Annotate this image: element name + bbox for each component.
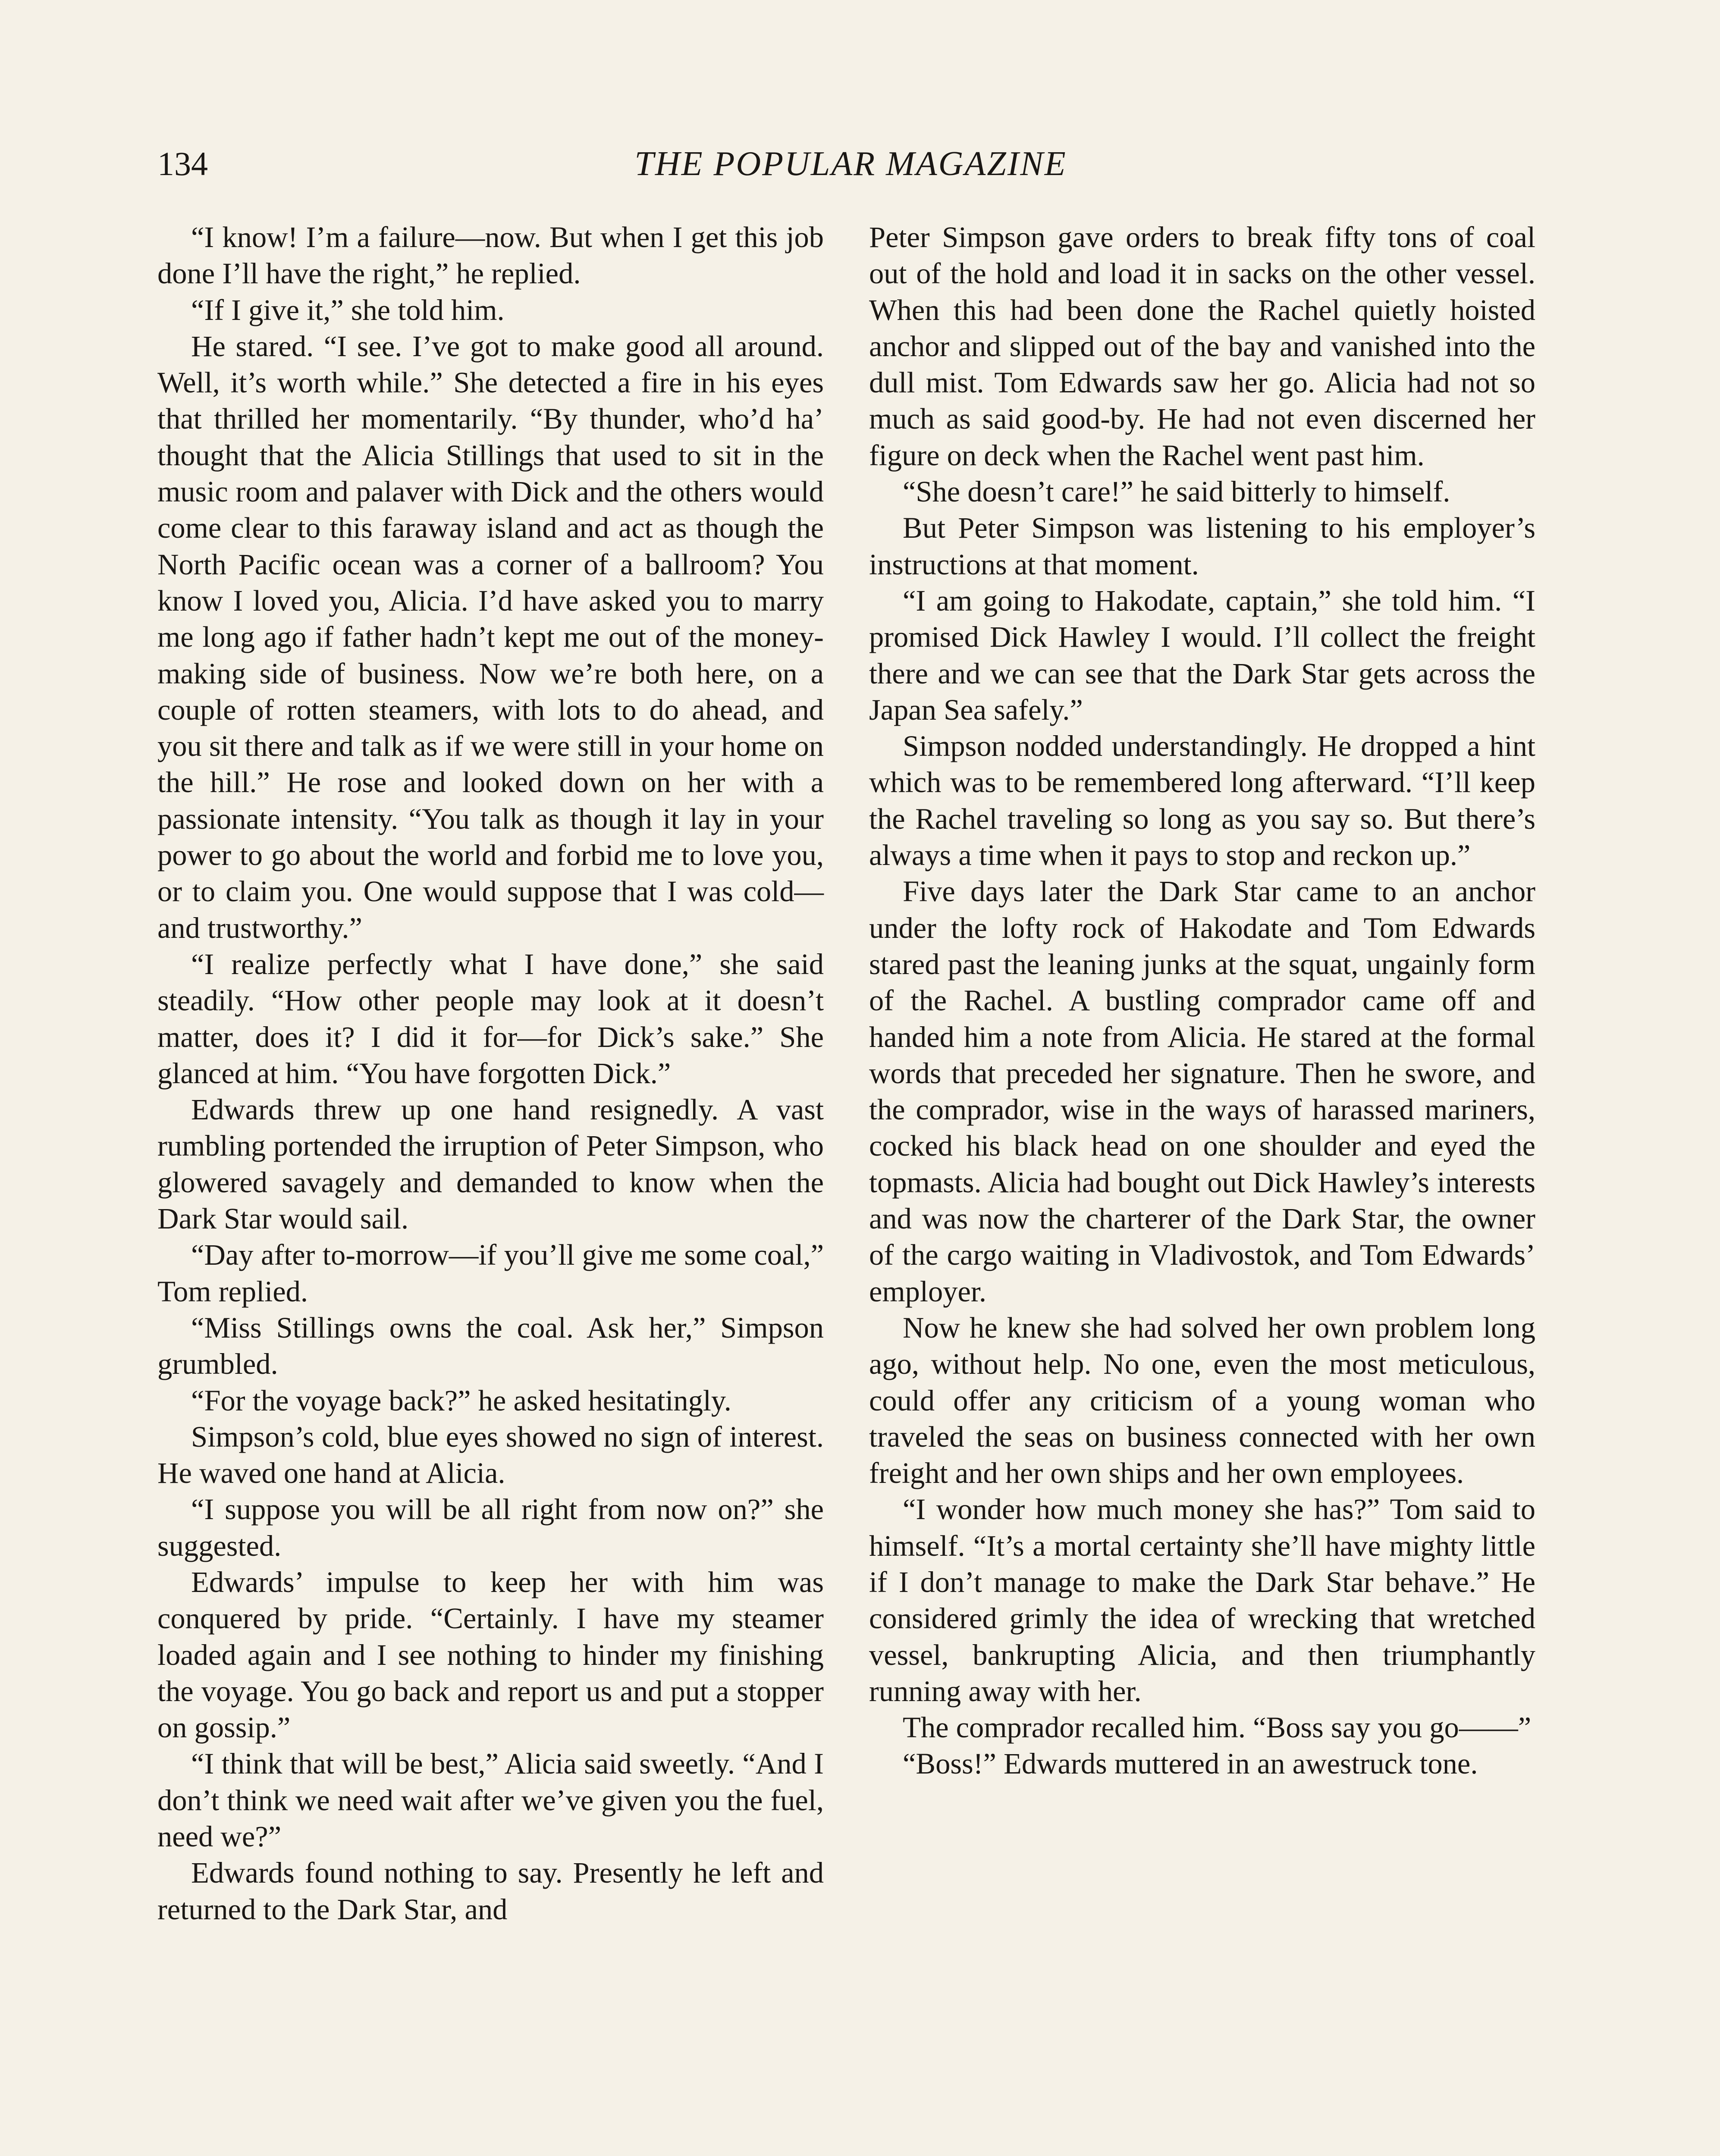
page-number: 134 [157,145,208,182]
paragraph: “She doesn’t care!” he said bitterly to himself. [903,475,1450,508]
paragraph: He stared. “I see. I’ve got to make good all around. Well, it’s worth while.” She detected a fire in his eyes that thrilled her momentarily. “By thunder, who’d ha’ thought that the Alicia Stillings that used to sit in the music room and palaver with Dick and the others would come clear to this faraway island and act as though the North Pacific ocean was a corner of a ballroom? You know I loved you, Alicia. I’d have asked you to marry me long ago if father hadn’t kept me out of the money-making side of business. Now we’re both here, on a couple of rotten steamers, with lots to do ahead, and you sit there and talk as if we were still in your home on the hill.” He rose and looked down on her with a passionate intensity. “You talk as though it lay in your power to go about the world and forbid me to love you, or to claim you. One would suppose that I was cold—and trustworthy.” [157,329,824,944]
paragraph: “I know! I’m a failure—now. But when I get this job done I’ll have the right,” he replied. [157,221,824,290]
paragraph: “For the voyage back?” he asked hesitatingly. [191,1384,731,1417]
paragraph: “Boss!” Edwards muttered in an awestruck tone. [903,1747,1478,1780]
paragraph: “I realize perfectly what I have done,” she said steadily. “How other people may look at it doesn’t matter, does it? I did it for—for Dick’s sake.” She glanced at him. “You have forgotten Dick.” [157,947,824,1090]
paragraph: “I wonder how much money she has?” Tom said to himself. “It’s a mortal certainty she’ll have mighty little if I don’t manage to make the Dark Star behave.” He considered grimly the idea of wrecking that wretched vessel, bankrupting Alicia, and then triumphantly running away with her. [869,1493,1535,1708]
paragraph: Now he knew she had solved her own problem long ago, without help. No one, even the most meticulous, could offer any criticism of a young woman who traveled the seas on business connected with her own freight and her own ships and her own employees. [869,1311,1535,1490]
paragraph: “I think that will be best,” Alicia said sweetly. “And I don’t think we need wait after we’ve given you the fuel, need we?” [157,1747,824,1853]
paragraph: Five days later the Dark Star came to an anchor under the lofty rock of Hakodate and Tom Edwards stared past the leaning junks at the squat, ungainly form of the Rachel. A bustling comprador came off and handed him a note from Alicia. He stared at the formal words that preceded her signature. Then he swore, and the comprador, wise in the ways of harassed mariners, cocked his black head on one shoulder and eyed the topmasts. Alicia had bought out Dick Hawley’s interests and was now the charterer of the Dark Star, the owner of the cargo waiting in Vladivostok, and Tom Edwards’ employer. [869,875,1535,1308]
paragraph: Peter Simpson gave orders to break fifty tons of coal out of the hold and load it in sacks on the other vessel. When this had been done the Rachel quietly hoisted anchor and slipped out of the bay and vanished into the dull mist. Tom Edwards saw her go. Alicia had not so much as said good-by. He had not even discerned her figure on deck when the Rachel went past him. [869,221,1535,472]
paragraph: “If I give it,” she told him. [191,293,505,326]
paragraph: “Day after to-morrow—if you’ll give me some coal,” Tom replied. [157,1238,824,1308]
page-header [157,142,1544,194]
right-column [869,219,1535,1782]
paragraph: But Peter Simpson was listening to his employer’s instructions at that moment. [869,511,1535,581]
paragraph: The comprador recalled him. “Boss say you go——” [903,1711,1532,1744]
running-title: THE POPULAR MAGAZINE [634,145,1067,183]
paragraph: Edwards found nothing to say. Presently he left and returned to the Dark Star, and [157,1856,824,1926]
paragraph: “I suppose you will be all right from now on?” she suggested. [157,1493,824,1562]
left-column [157,219,824,1927]
paragraph: Simpson’s cold, blue eyes showed no sign of interest. He waved one hand at Alicia. [157,1420,824,1490]
paragraph: Simpson nodded understandingly. He dropped a hint which was to be remembered long afterward. “I’ll keep the Rachel traveling so long as you say so. But there’s always a time when it pays to stop and reckon up.” [869,730,1535,872]
paragraph: “I am going to Hakodate, captain,” she told him. “I promised Dick Hawley I would. I’ll collect the freight there and we can see that the Dark Star gets across the Japan Sea safely.” [869,584,1535,726]
paragraph: Edwards’ impulse to keep her with him was conquered by pride. “Certainly. I have my steamer loaded again and I see nothing to hinder my finishing the voyage. You go back and report us and put a stopper on gossip.” [157,1565,824,1744]
paragraph: Edwards threw up one hand resignedly. A vast rumbling portended the irruption of Peter Simpson, who glowered savagely and demanded to know when the Dark Star would sail. [157,1093,824,1235]
paragraph: “Miss Stillings owns the coal. Ask her,” Simpson grumbled. [157,1311,824,1381]
